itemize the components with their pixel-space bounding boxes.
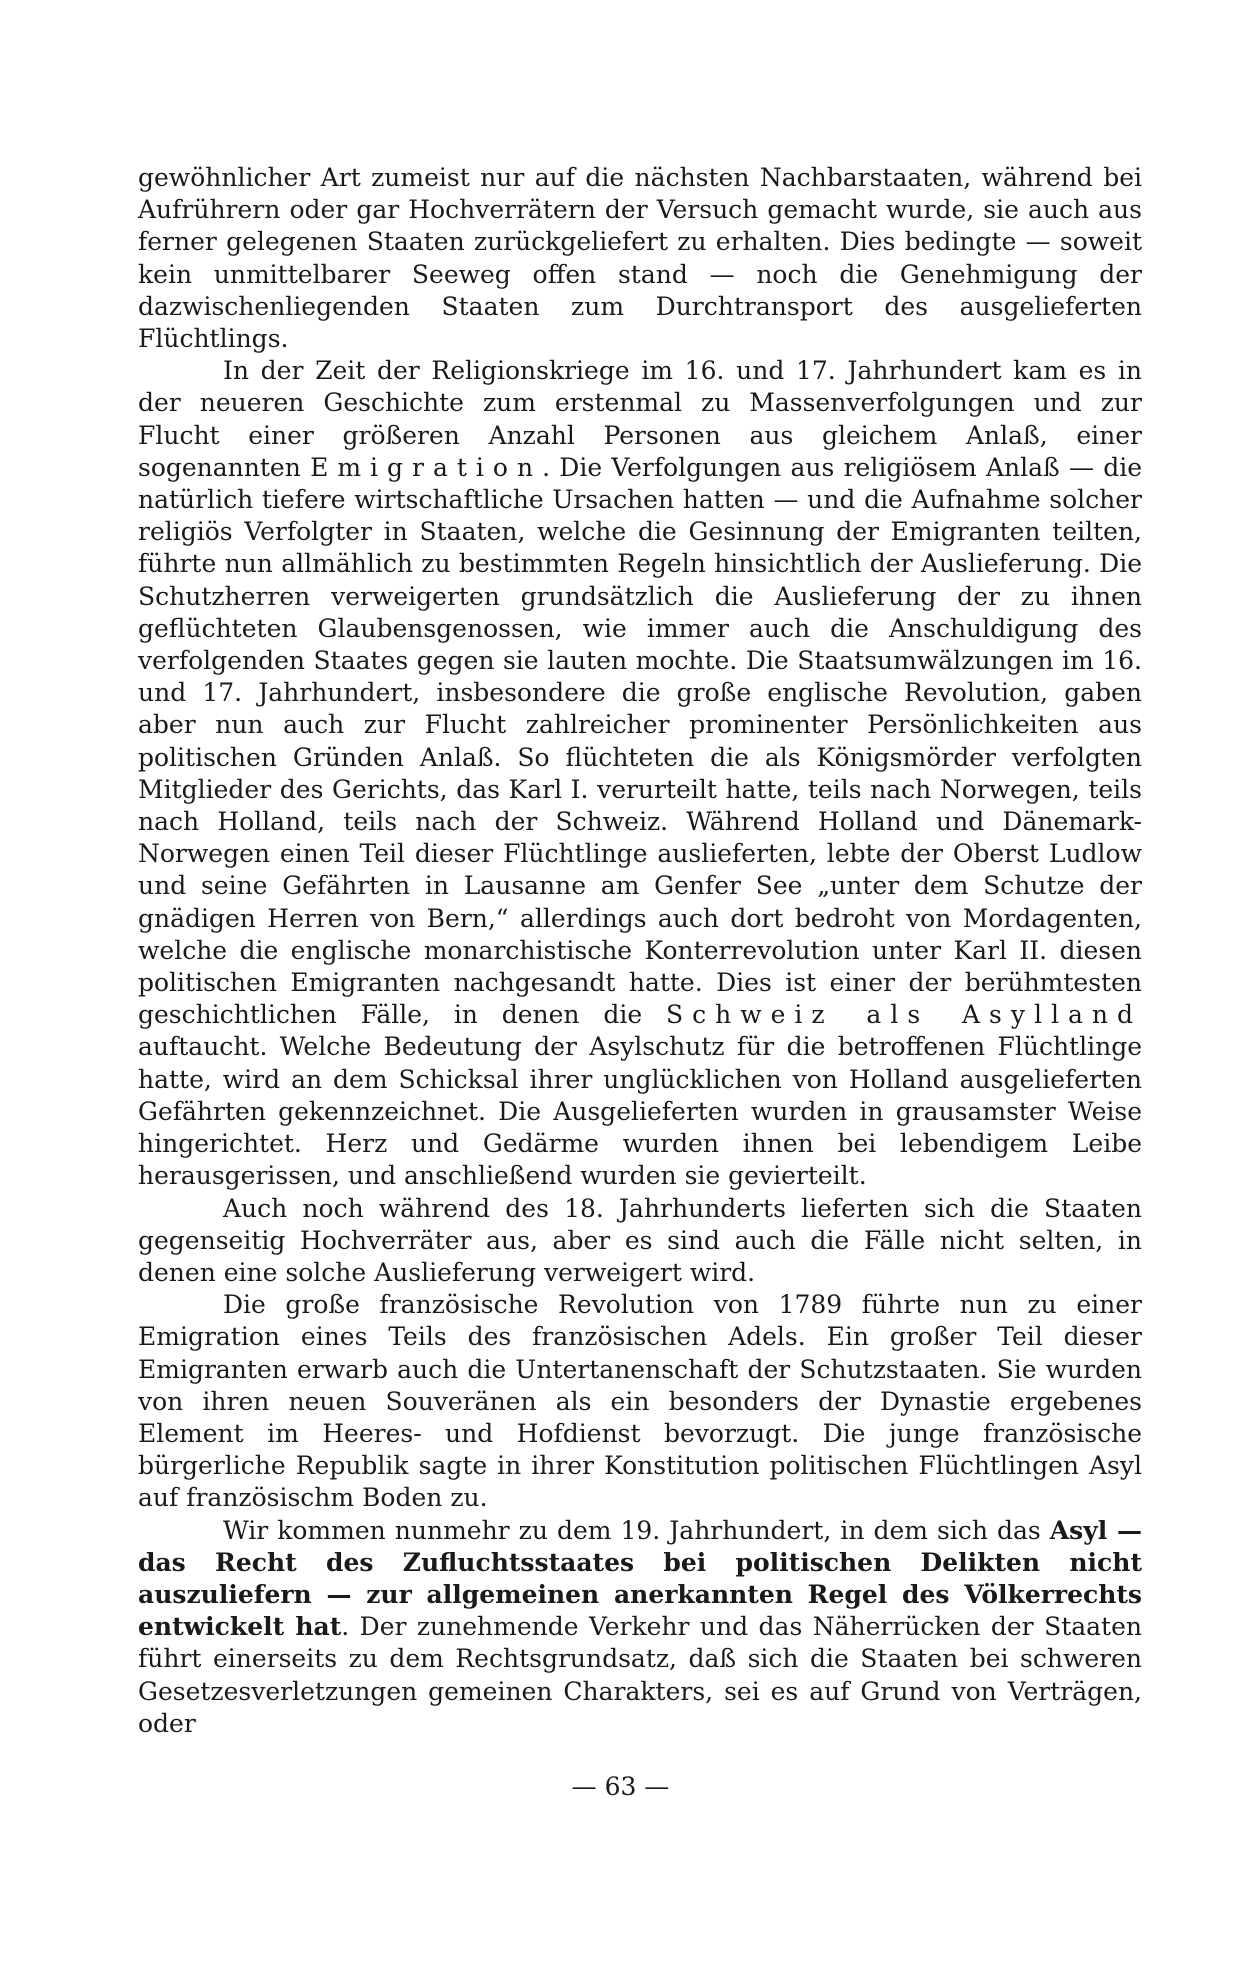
text-segment: . Die Verfolgungen aus religiösem Anlaß — die natürlich tiefere wirtschaftliche Ursachen hatten — und die Aufnahme solcher religiös Verfolgter in Staaten, welche die Gesinnung der Emigranten teilten, führte nun allmählich zu bestimmten Regeln hinsichtlich der Auslieferung. Die Schutzherren verweigerten grundsätzlich die Auslieferung der zu ihnen geflüchteten Glaubensgenossen, wie immer auch die Anschuldigung des verfolgenden Staates gegen sie lauten mochte. Die Staatsumwälzungen im 16. und 17. Jahrhundert, insbesondere die große englische Revolution, gaben aber nun auch zur Flucht zahlreicher prominenter Persönlichkeiten aus politischen Gründen Anlaß. So flüchteten die als Königsmörder verfolgten Mitglieder des Gerichts, das Karl I. verurteilt hatte, teils nach Norwegen, teils nach Holland, teils nach der Schweiz. Während Holland und Dänemark-Norwegen einen Teil dieser Flüchtlinge auslieferten, lebte der Oberst Ludlow und seine Gefährten in Lausanne am Genfer See „unter dem Schutze der gnädigen Herren von Bern,“ allerdings auch dort bedroht von Mordagenten, welche die englische monarchistische Konterrevolution unter Karl II. diesen politischen Emigranten nachgesandt hatte. Dies ist einer der berühmtesten geschichtlichen Fälle, in denen die <box>138 452 1142 1030</box>
paragraph-4 <box>138 1289 1142 1514</box>
paragraph-2 <box>138 355 1142 1192</box>
paragraph-1 <box>138 162 1142 355</box>
paragraph-5 <box>138 1515 1142 1740</box>
text-segment: gewöhnlicher Art zumeist nur auf die nächsten Nachbarstaaten, während bei Aufrührern oder gar Hochverrätern der Versuch gemacht wurde, sie auch aus ferner gelegenen Staaten zurückgeliefert zu erhalten. Dies bedingte — soweit kein unmittelbarer Seeweg offen stand — noch die Genehmigung der dazwischenliegenden Staaten zum Durchtransport des ausgelieferten Flüchtlings. <box>138 163 1142 354</box>
text-segment: Wir kommen nunmehr zu dem 19. Jahrhundert, in dem sich das <box>223 1515 1050 1545</box>
text-segment: auftaucht. Welche Bedeutung der Asylschutz für die betroffenen Flüchtlinge hatte, wird an dem Schicksal ihrer unglücklichen von Holland ausgelieferten Gefährten gekennzeichnet. Die Ausgelieferten wurden in grausamster Weise hingerichtet. Herz und Gedärme wurden ihnen bei lebendigem Leibe herausgerissen, und anschließend wurden sie gevierteilt. <box>138 1032 1142 1191</box>
paragraph-3 <box>138 1193 1142 1290</box>
page-number: — 63 — <box>571 1772 670 1801</box>
text-segment: In der Zeit der Religionskriege im 16. und 17. Jahrhundert kam es in der neueren Geschichte zum erstenmal zu Massenverfolgungen und zur Flucht einer größeren Anzahl Personen aus gleichem Anlaß, einer sogenannten <box>138 356 1142 482</box>
emphasis-bold: Asyl — das Recht des Zufluchtsstaates bei politischen Delikten nicht auszuliefern — zur allgemeinen anerkannten Regel des Völkerrechts entwickelt hat <box>138 1515 1142 1642</box>
emphasis-spaced: Schweiz als Asylland <box>666 1000 1142 1030</box>
text-segment: Die große französische Revolution von 1789 führte nun zu einer Emigration eines Teils des französischen Adels. Ein großer Teil dieser Emigranten erwarb auch die Untertanenschaft der Schutzstaaten. Sie wurden von ihren neuen Souveränen als ein besonders der Dynastie ergebenes Element im Heeres- und Hofdienst bevorzugt. Die junge französische bürgerliche Republik sagte in ihrer Konstitution politischen Flüchtlingen Asyl auf französischm Boden zu. <box>138 1290 1142 1513</box>
text-segment: . Der zunehmende Verkehr und das Näherrücken der Staaten führt einerseits zu dem Rechtsgrundsatz, daß sich die Staaten bei schweren Gesetzesverletzungen gemeinen Charakters, sei es auf Grund von Verträgen, oder <box>138 1612 1142 1738</box>
text-segment: Auch noch während des 18. Jahrhunderts lieferten sich die Staaten gegenseitig Hochverräter aus, aber es sind auch die Fälle nicht selten, in denen eine solche Auslieferung verweigert wird. <box>138 1193 1142 1287</box>
emphasis-spaced: Emigration <box>310 452 543 482</box>
body-text <box>138 162 1142 1740</box>
